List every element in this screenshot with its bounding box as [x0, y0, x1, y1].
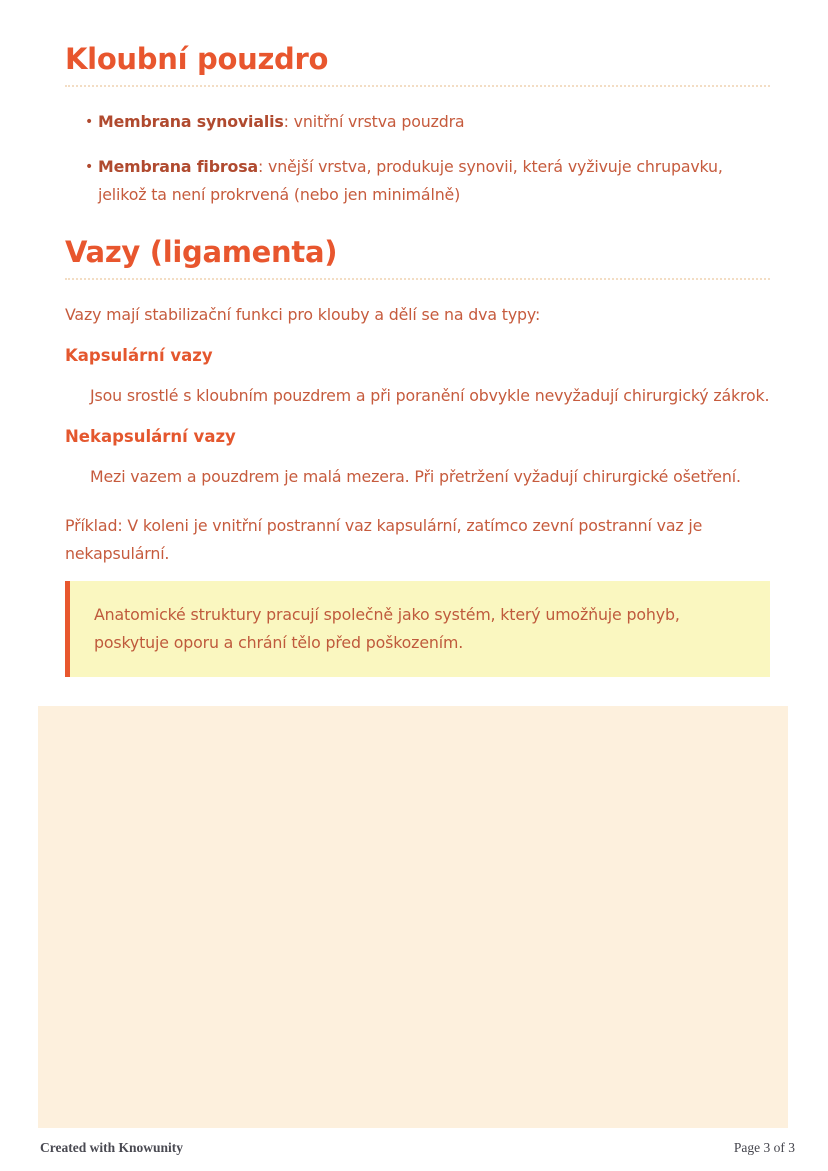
subheading-kapsularni-vazy: Kapsulární vazy: [65, 346, 213, 365]
list-item: [85, 108, 757, 136]
subheading-nekapsularni-vazy: Nekapsulární vazy: [65, 427, 236, 446]
callout-text: Anatomické struktury pracují společně jako systém, který umožňuje pohyb, poskytuje oporu a chrání tělo před poškozením.: [94, 605, 680, 652]
nekapsularni-paragraph: Mezi vazem a pouzdrem je malá mezera. Při přetržení vyžadují chirurgické ošetření.: [90, 467, 741, 486]
intro-paragraph: Vazy mají stabilizační funkci pro klouby a dělí se na dva typy:: [65, 305, 541, 324]
bullet-term: Membrana synovialis: [98, 112, 284, 131]
bullet-list: [85, 108, 757, 209]
section-heading-kloubni-pouzdro: Kloubní pouzdro: [65, 42, 770, 87]
bullet-definition: : vnitřní vrstva pouzdra: [283, 112, 465, 131]
bullet-definition: : vnější vrstva, produkuje synovii, která vyživuje chrupavku, jelikož ta není prokrvená (nebo jen minimálně): [98, 157, 723, 204]
image-placeholder: [38, 706, 788, 1128]
section-heading-vazy: Vazy (ligamenta): [65, 235, 770, 280]
example-paragraph: Příklad: V koleni je vnitřní postranní vaz kapsulární, zatímco zevní postranní vaz je nekapsulární.: [65, 516, 703, 563]
list-item: [85, 153, 757, 209]
kapsularni-paragraph: Jsou srostlé s kloubním pouzdrem a při poranění obvykle nevyžadují chirurgický zákrok.: [90, 386, 770, 405]
bullet-term: Membrana fibrosa: [98, 157, 258, 176]
page-number: Page 3 of 3: [733, 1140, 795, 1155]
footer-branding: Created with Knowunity: [40, 1140, 184, 1155]
page-footer: [0, 1140, 828, 1156]
highlight-callout: [65, 581, 770, 677]
